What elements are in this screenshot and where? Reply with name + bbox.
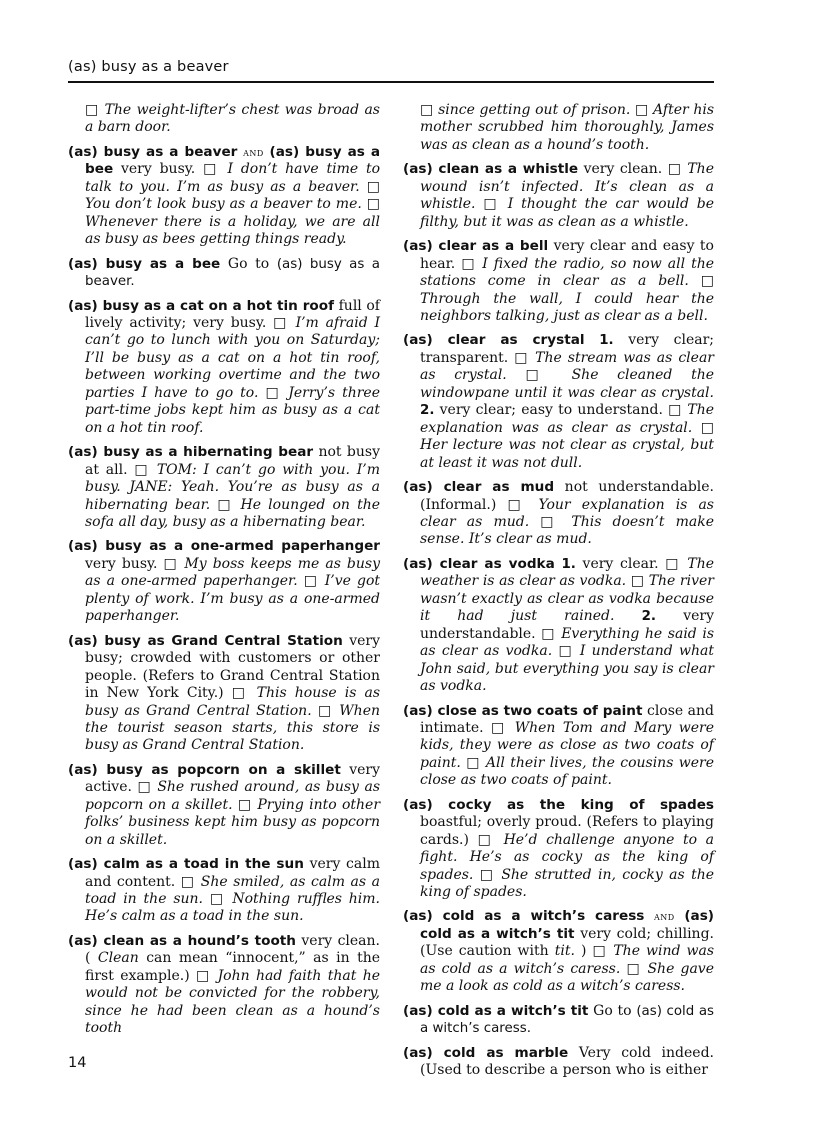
and-connector: and: [654, 909, 675, 924]
definition: boastful; overly proud. (Refers to playing cards.): [420, 814, 714, 848]
and-connector: and: [243, 144, 264, 159]
example-box-icon: □: [479, 866, 495, 883]
example-sentence: This house is as busy as Grand Central Station.: [85, 685, 381, 719]
definition: very clear.: [582, 555, 659, 572]
example-sentence: She strutted in, cocky as the king of spades.: [420, 866, 715, 901]
example-sentence: Whenever there is a holiday, we are all as busy as bees getting things ready.: [85, 213, 380, 248]
example-sentence: He’d challenge anyone to a fight. He’s as cocky as the king of spades.: [420, 831, 714, 883]
example-box-icon: □: [134, 461, 150, 478]
example-sentence: I fixed the radio, so now all the stations come in clear as a bell.: [420, 255, 715, 290]
example-box-icon: □: [540, 513, 561, 530]
dictionary-entry: [403, 332, 714, 472]
right-column: [403, 102, 714, 1087]
sense-number: 2.: [641, 609, 657, 625]
headword: (as) calm as a toad in the sun: [68, 856, 304, 873]
example-box-icon: □: [592, 943, 608, 960]
example-sentence: I don’t have time to talk to you. I’m as busy as a beaver.: [85, 161, 381, 195]
example-sentence: Her lecture was not clear as crystal, but at least it was not dull.: [420, 437, 714, 471]
sense-number: 1.: [599, 333, 614, 349]
dictionary-entry: [68, 538, 380, 625]
definition: very calm and content.: [85, 856, 381, 890]
example-box-icon: □: [163, 555, 179, 572]
definition: very clear; easy to understand.: [439, 402, 663, 419]
cross-reference: (as) busy as a beaver.: [85, 256, 380, 290]
headword: (as) busy as popcorn on a skillet: [68, 761, 341, 778]
example-sentence: This doesn’t make sense. It’s clear as mud.: [420, 513, 714, 548]
example-box-icon: □: [180, 873, 196, 890]
headword: (as) clear as crystal: [403, 332, 585, 349]
headword: (as) busy as a cat on a hot tin roof: [68, 297, 335, 314]
example-sentence: The weight-lifter’s chest was broad as a barn door.: [85, 102, 380, 136]
definition: very active.: [85, 761, 380, 796]
dictionary-entry: [403, 1003, 714, 1038]
dictionary-entry: [403, 479, 714, 549]
dictionary-entry: [403, 238, 714, 325]
definition: ): [580, 943, 587, 960]
example-sentence: He lounged on the sofa all day, busy as a hibernating bear.: [85, 496, 381, 530]
example-box-icon: □: [700, 273, 715, 290]
headword: (as) clear as a bell: [403, 238, 549, 255]
example-box-icon: □: [525, 367, 553, 384]
example-sentence: The wind was as cold as a witch’s caress.: [420, 943, 715, 977]
example-box-icon: □: [203, 161, 220, 178]
example-sentence: Nothing ruffles him. He’s calm as a toad in the sun.: [85, 891, 381, 925]
example-box-icon: □: [558, 643, 574, 660]
headword: (as) close as two coats of paint: [403, 702, 643, 719]
dictionary-entry: [403, 1045, 714, 1080]
example-box-icon: □: [483, 196, 500, 213]
example-box-icon: □: [541, 625, 556, 642]
example-box-icon: □: [217, 496, 234, 513]
dictionary-entry: [403, 161, 714, 231]
example-sentence: John had faith that he would not be convicted for the robbery, since he had been clean as a hound’s tooth: [85, 967, 381, 1037]
example-sentence: I’ve got plenty of work. I’m busy as a one-armed paperhanger.: [85, 573, 380, 625]
definition: very clean. (: [85, 932, 380, 967]
definition: Very cold indeed. (Used to describe a person who is either: [420, 1044, 714, 1079]
sense-number: 1.: [561, 556, 576, 572]
example-sentence: All their lives, the cousins were close as two coats of paint.: [420, 754, 715, 789]
headword: (as) cold as marble: [403, 1044, 569, 1061]
emphasis: Clean: [97, 950, 139, 967]
headword: (as) cocky as the king of spades: [403, 796, 714, 813]
example-box-icon: □: [317, 702, 333, 719]
definition: very busy; crowded with customers or other people. (Refers to Grand Central Station in New York City.): [85, 632, 381, 702]
dictionary-entry: [403, 703, 714, 790]
headword: (as) cold as a witch’s tit: [403, 1002, 589, 1019]
example-box-icon: □: [477, 831, 495, 848]
example-sentence: My boss keeps me as busy as a one-armed paperhanger.: [85, 555, 380, 590]
example-sentence: The river wasn’t exactly as clear as vodka because it had just rained.: [420, 573, 714, 625]
dictionary-entry: [68, 762, 380, 849]
example-sentence: since getting out of prison.: [438, 102, 631, 118]
dictionary-entry: [403, 556, 714, 696]
dictionary-entry: [68, 856, 380, 926]
sense-number: 2.: [420, 403, 435, 419]
example-box-icon: □: [231, 685, 249, 702]
dictionary-entry: [68, 256, 380, 291]
example-box-icon: □: [461, 255, 477, 272]
example-sentence: Everything he said is as clear as vodka.: [420, 625, 715, 660]
headword: (as) clear as vodka: [403, 555, 555, 572]
definition: very cold; chilling. (Use caution with: [420, 925, 714, 960]
headword: (as) busy as a bee: [68, 255, 221, 272]
example-sentence: She gave me a look as cold as a witch’s caress.: [420, 960, 714, 995]
definition: Go to: [593, 1002, 632, 1019]
example-box-icon: □: [514, 349, 530, 366]
definition: close and intimate.: [420, 702, 715, 736]
example-sentence: When the tourist season starts, this store is busy as Grand Central Station.: [85, 702, 380, 754]
definition: very understandable.: [420, 608, 715, 642]
entry-continuation: [68, 102, 380, 137]
definition: Go to: [227, 255, 270, 272]
example-sentence: You don’t look busy as a beaver to me.: [85, 196, 362, 213]
definition: very clear and easy to hear.: [420, 238, 714, 272]
example-sentence: I thought the car would be filthy, but it was as clean as a whistle.: [420, 196, 715, 230]
example-box-icon: □: [209, 891, 226, 908]
cross-reference: (as) cold as a witch’s caress.: [420, 1003, 715, 1037]
dictionary-entry: [68, 144, 380, 249]
definition: very clear; transparent.: [420, 332, 715, 366]
example-box-icon: □: [366, 178, 380, 195]
headword: (as) busy as a hibernating bear: [68, 444, 314, 461]
example-box-icon: □: [85, 102, 100, 118]
example-box-icon: □: [700, 419, 714, 436]
dictionary-entry: [403, 797, 714, 902]
example-sentence: The weather is as clear as vodka.: [420, 555, 714, 590]
dictionary-entry: [68, 298, 380, 438]
definition: not understandable. (Informal.): [420, 479, 714, 513]
dictionary-entry: [68, 933, 380, 1038]
example-box-icon: □: [507, 496, 528, 513]
definition: very busy.: [85, 555, 158, 572]
header-rule: [68, 81, 714, 83]
example-box-icon: □: [634, 102, 649, 118]
definition: can mean “innocent,” as in the first example.): [85, 950, 381, 984]
definition: not busy at all.: [85, 444, 380, 478]
headword: (as) clear as mud: [403, 479, 555, 496]
headword: (as) cold as a witch’s caress: [403, 908, 645, 925]
headword: (as) cold as a witch’s tit: [420, 908, 715, 942]
example-sentence: I understand what John said, but everything you say is clear as vodka.: [420, 643, 715, 695]
example-sentence: She smiled, as calm as a toad in the sun.: [85, 873, 381, 908]
headword: (as) busy as a bee: [85, 143, 381, 178]
example-box-icon: □: [626, 960, 642, 977]
example-sentence: The wound isn’t infected. It’s clean as a whistle.: [420, 161, 714, 213]
headword: (as) busy as a one-armed paperhanger: [68, 538, 380, 555]
entry-continuation: [403, 102, 714, 154]
headword: (as) clean as a whistle: [403, 161, 579, 178]
example-box-icon: □: [420, 102, 434, 118]
example-box-icon: □: [491, 719, 508, 736]
example-sentence: When Tom and Mary were kids, they were as close as two coats of paint.: [420, 719, 715, 771]
headword: (as) clean as a hound’s tooth: [68, 932, 296, 949]
example-sentence: The stream was as clear as crystal.: [420, 349, 714, 384]
example-box-icon: □: [196, 967, 212, 984]
example-box-icon: □: [630, 573, 645, 590]
example-sentence: Prying into other folks’ business kept him busy as popcorn on a skillet.: [85, 796, 381, 848]
example-sentence: The explanation was as clear as crystal.: [420, 402, 715, 436]
example-box-icon: □: [667, 161, 682, 178]
dictionary-entry: [68, 633, 380, 755]
example-sentence: Your explanation is as clear as mud.: [420, 496, 714, 530]
headword: (as) busy as a beaver: [68, 143, 238, 160]
running-head: (as) busy as a beaver: [68, 59, 229, 75]
dictionary-entry: [403, 908, 714, 995]
example-box-icon: □: [366, 196, 381, 213]
left-column: [68, 102, 380, 1045]
example-box-icon: □: [273, 314, 289, 331]
example-box-icon: □: [265, 384, 282, 401]
example-box-icon: □: [668, 402, 683, 419]
example-box-icon: □: [237, 796, 252, 813]
example-sentence: Through the wall, I could hear the neighbors talking, just as clear as a bell.: [420, 290, 714, 324]
definition: very busy.: [120, 161, 196, 178]
headword: (as) busy as Grand Central Station: [68, 632, 343, 649]
example-sentence: Jerry’s three part-time jobs kept him as busy as a cat on a hot tin roof.: [85, 384, 380, 436]
dictionary-entry: [68, 444, 380, 531]
definition: full of lively activity; very busy.: [85, 297, 380, 331]
definition: very clean.: [583, 161, 663, 178]
page-number: 14: [68, 1055, 87, 1071]
example-box-icon: □: [466, 754, 481, 771]
example-box-icon: □: [665, 555, 681, 572]
example-sentence: She rushed around, as busy as popcorn on a skillet.: [85, 779, 381, 813]
example-sentence: After his mother scrubbed him thoroughly, James was as clean as a hound’s tooth.: [420, 102, 715, 153]
emphasis: tit.: [554, 943, 575, 960]
example-sentence: I’m afraid I can’t go to lunch with you on Saturday; I’ll be busy as a cat on a hot tin roof, between working overtime and the two parties I have to go to.: [85, 314, 380, 401]
example-box-icon: □: [303, 573, 319, 590]
example-box-icon: □: [137, 779, 152, 796]
example-sentence: She cleaned the windowpane until it was clear as crystal.: [420, 367, 714, 401]
example-sentence: TOM: I can’t go with you. I’m busy. JANE: Yeah. You’re as busy as a hibernating bear.: [85, 461, 381, 513]
